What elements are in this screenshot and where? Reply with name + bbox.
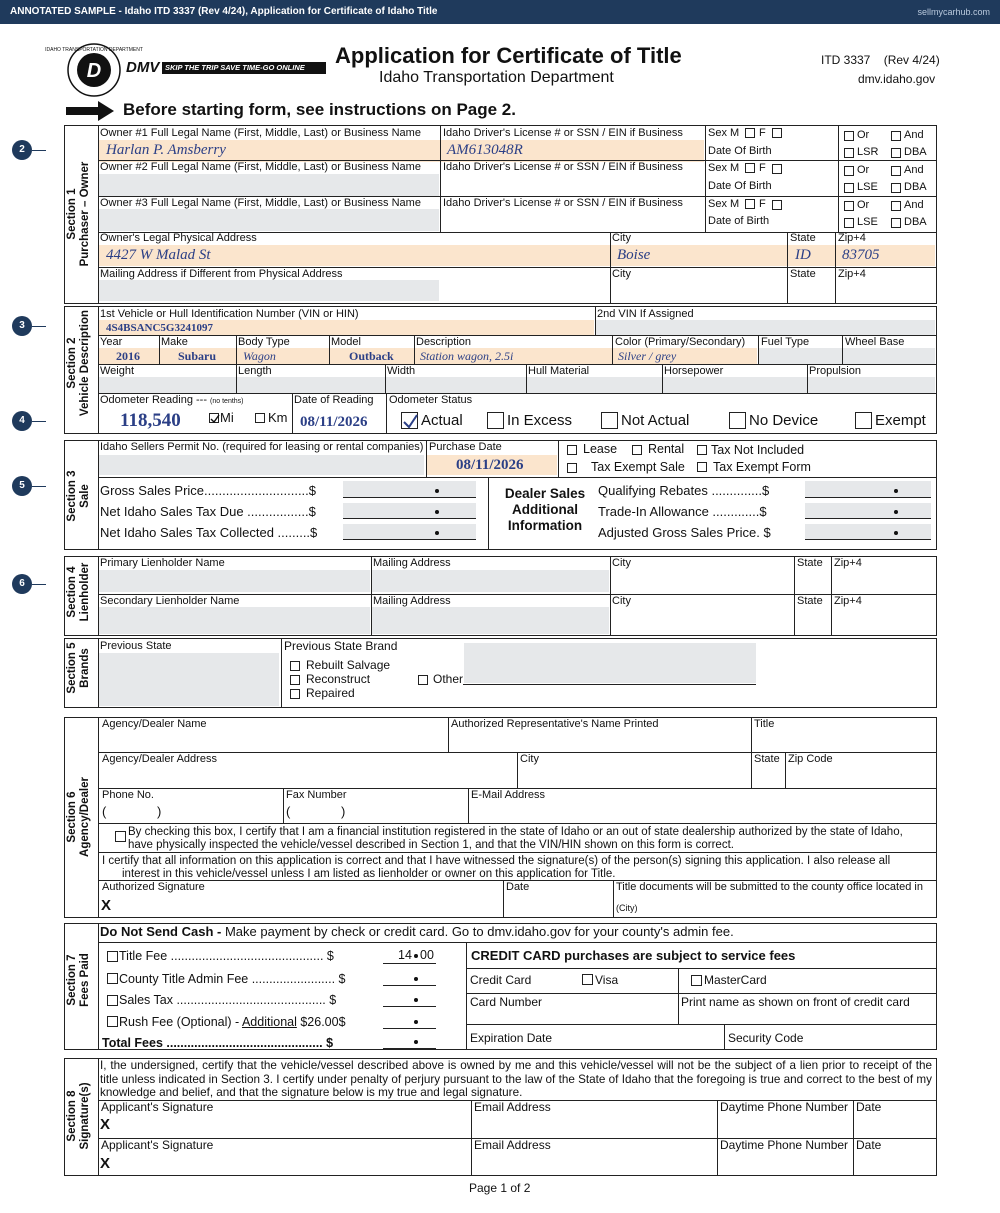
sales-tax-checkbox[interactable] [107,995,118,1006]
no-device-label: No Device [749,412,819,429]
primary-lienholder-label: Primary Lienholder Name [100,557,225,569]
card-number-label: Card Number [470,995,543,1009]
or-label: Or [857,129,870,141]
owner1-name-field[interactable]: Harlan P. Amsberry [106,142,226,158]
annotation-marker: 6 [12,574,32,594]
auth-signature-label: Authorized Signature [102,881,205,893]
owner3-label: Owner #3 Full Legal Name (First, Middle, Last) or Business Name [100,197,421,209]
dba-label: DBA [904,181,927,193]
city-paren-label: (City) [616,903,638,913]
or-label: Or [857,199,870,211]
city-label: City [612,232,631,244]
weight-label: Weight [100,365,135,377]
and-checkbox[interactable] [891,166,901,176]
phone-label: Phone No. [102,789,154,801]
sex-f-label: F [759,162,766,174]
expiration-label: Expiration Date [470,1031,553,1045]
date-reading-field[interactable]: 08/11/2026 [300,414,368,430]
or-checkbox[interactable] [844,166,854,176]
lease-label: Lease [583,442,618,456]
signature-x: X [100,1116,111,1133]
tax-not-included-label: Tax Not Included [711,443,805,457]
zip-label: Zip+4 [838,268,866,280]
or-label: Or [857,164,870,176]
repaired-label: Repaired [306,686,355,700]
body-label: Body Type [238,336,290,348]
dl-label: Idaho Driver's License # or SSN / EIN if Business [443,161,683,173]
sex-f-checkbox[interactable] [772,128,782,138]
certify-text: By checking this box, I certify that I am a financial institution registered in the state of Idaho or an out of state dealership authorized by the state of Idaho, [128,826,903,838]
city-field[interactable]: Boise [617,247,651,263]
dba-checkbox[interactable] [891,183,901,193]
year-field[interactable]: 2016 [116,349,140,363]
print-name-label: Print name as shown on front of credit card [681,995,910,1009]
zip-label: Zip+4 [834,557,862,569]
sex-f-checkbox[interactable] [772,200,782,210]
paren: ) [157,804,162,819]
dl-label: Idaho Driver's License # or SSN / EIN if Business [443,197,683,209]
paren: ( [102,804,107,819]
model-field[interactable]: Outback [349,349,394,363]
sex-label: Sex M [708,127,740,139]
make-field[interactable]: Subaru [178,349,217,363]
date-label: Date [506,881,530,893]
gross-label: Gross Sales Price.............................$ [100,483,317,498]
tax-exempt-form-checkbox[interactable] [697,462,707,472]
rebuilt-salvage-label: Rebuilt Salvage [306,658,391,672]
credit-card-heading: CREDIT CARD purchases are subject to service fees [471,948,796,963]
prev-state-label: Previous State [100,640,172,652]
sex-label: Sex M [708,162,740,174]
actual-checkbox[interactable] [401,412,418,429]
and-label: And [904,164,924,176]
tax-exempt-sale-checkbox[interactable] [567,463,577,473]
lease-checkbox[interactable] [567,445,577,455]
other-checkbox[interactable] [418,675,428,685]
email-label: Email Address [474,1138,551,1152]
sex-m-checkbox[interactable] [745,199,755,209]
security-code-label: Security Code [728,1031,804,1045]
trade-in-label: Trade-In Allowance .............$ [598,504,767,519]
form-website: dmv.idaho.gov [858,72,936,86]
hp-label: Horsepower [664,365,724,377]
secondary-lienholder-label: Secondary Lienholder Name [100,595,240,607]
not-actual-label: Not Actual [621,412,690,429]
desc-field[interactable]: Station wagon, 2.5i [420,349,514,363]
make-label: Make [161,336,188,348]
title-docs-label: Title documents will be submitted to the county office located in [616,881,923,893]
and-checkbox[interactable] [891,131,901,141]
witness-text: interest in this vehicle/vessel unless I am listed as lienholder or owner on this application for Title. [122,868,616,880]
mastercard-label: MasterCard [704,973,767,987]
phone-label: Daytime Phone Number [720,1138,849,1152]
annotation-marker: 5 [12,476,32,496]
tax-exempt-sale-label: Tax Exempt Sale [591,460,685,474]
title-fee-amount: 14 [398,948,412,962]
vin-field[interactable]: 4S4BSANC5G3241097 [106,322,213,334]
witness-text: I certify that all information on this application is correct and that I have witnessed the signature(s) of the person(s) signing this application. I also release all [102,855,891,867]
vin2-label: 2nd VIN If Assigned [597,308,694,320]
annotation-marker: 3 [12,316,32,336]
zip-field[interactable]: 83705 [842,247,880,263]
city-label: City [612,268,631,280]
credit-card-label: Credit Card [470,973,532,987]
visa-checkbox[interactable] [582,974,593,985]
form-subtitle: Idaho Transportation Department [379,69,614,86]
lsr-label: LSR [857,146,879,158]
mailing-label: Mailing Address [373,557,451,569]
body-field[interactable]: Wagon [243,349,276,363]
dba-checkbox[interactable] [891,218,901,228]
wheel-label: Wheel Base [845,336,905,348]
no-device-checkbox[interactable] [729,412,746,429]
section-6-label: Section 6 Agency/Dealer [66,777,91,857]
paren: ( [286,804,291,819]
email-label: Email Address [474,1100,551,1114]
sales-tax-label: Sales Tax ........................................... $ [119,993,337,1007]
other-label: Other [433,672,464,686]
lsr-checkbox[interactable] [844,148,854,158]
odo-status-label: Odometer Status [389,394,473,406]
banner-title: ANNOTATED SAMPLE - Idaho ITD 3337 (Rev 4/24), Application for Certificate of Idaho Title [10,6,438,17]
dba-checkbox[interactable] [891,148,901,158]
exempt-label: Exempt [875,412,926,429]
annotation-marker: 4 [12,411,32,431]
address-label: Owner's Legal Physical Address [100,232,257,244]
section-8-label: Section 8 Signature(s) [66,1082,91,1150]
sex-f-checkbox[interactable] [772,164,782,174]
dl-label: Idaho Driver's License # or SSN / EIN if Business [443,127,683,139]
certify-checkbox[interactable] [115,831,126,842]
annotation-marker: 2 [12,140,32,160]
length-label: Length [238,365,272,377]
dob-label: Date Of Birth [708,180,772,192]
mi-checkbox[interactable] [209,413,219,423]
mastercard-checkbox[interactable] [691,975,702,986]
adjusted-gross-label: Adjusted Gross Sales Price. $ [598,525,771,540]
title-fee-cents: 00 [420,948,434,962]
not-actual-checkbox[interactable] [601,412,618,429]
and-checkbox[interactable] [891,201,901,211]
dob-label: Date Of Birth [708,145,772,157]
state-label: State [790,232,816,244]
fuel-label: Fuel Type [761,336,810,348]
date-label: Date [856,1138,882,1152]
applicant-signature-label: Applicant's Signature [101,1138,214,1152]
applicant-signature-label: Applicant's Signature [101,1100,214,1114]
rush-fee-label: Rush Fee (Optional) - Additional $26.00$ [119,1015,346,1029]
km-label: Km [268,410,288,425]
title-fee-label: Title Fee ............................................ $ [119,949,334,963]
arrow-right-icon [66,101,116,121]
sex-m-checkbox[interactable] [745,163,755,173]
rental-checkbox[interactable] [632,445,642,455]
svg-text:D: D [86,60,102,82]
certify-text: have physically inspected the vehicle/vessel described in Section 1, and that the VIN/HIN shown on this form is correct. [128,839,734,851]
dba-label: DBA [904,216,927,228]
mi-label: Mi [220,410,234,425]
title-fee-checkbox[interactable] [107,951,118,962]
width-label: Width [387,365,416,377]
address-field[interactable]: 4427 W Malad St [106,247,211,263]
signature-x: X [100,1155,111,1172]
rep-name-label: Authorized Representative's Name Printed [451,718,659,730]
dob-label: Date of Birth [708,215,770,227]
form-title: Application for Certificate of Title [335,43,682,68]
page-number: Page 1 of 2 [469,1181,531,1195]
phone-label: Daytime Phone Number [720,1100,849,1114]
total-fees-label: Total Fees ............................................. $ [102,1036,334,1050]
in-excess-checkbox[interactable] [487,412,504,429]
prop-label: Propulsion [809,365,861,377]
payment-instruction: Do Not Send Cash - Make payment by check or credit card. Go to dmv.idaho.gov for your county's admin fee. [100,924,734,939]
desc-label: Description [416,336,472,348]
zip-label: Zip Code [788,753,833,765]
reconstruct-label: Reconstruct [306,672,371,686]
and-label: And [904,199,924,211]
owner1-label: Owner #1 Full Legal Name (First, Middle, Last) or Business Name [100,127,421,139]
color-label: Color (Primary/Secondary) [615,336,746,348]
paren: ) [341,804,346,819]
state-label: State [754,753,780,765]
city-label: City [520,753,539,765]
email-label: E-Mail Address [471,789,545,801]
repaired-checkbox[interactable] [290,689,300,699]
reconstruct-checkbox[interactable] [290,675,300,685]
qualifying-rebates-label: Qualifying Rebates ..............$ [598,483,770,498]
zip-label: Zip+4 [838,232,866,244]
city-label: City [612,595,631,607]
mailing-label: Mailing Address if Different from Physical Address [100,268,343,280]
section-1-label: Section 1 Purchaser – Owner [66,161,91,267]
rush-fee-checkbox[interactable] [107,1016,118,1027]
owner1-dl-field[interactable]: AM613048R [447,142,523,158]
tax-exempt-form-label: Tax Exempt Form [713,460,811,474]
section-2-label: Section 2 Vehicle Description [66,309,91,417]
lse-checkbox[interactable] [844,183,854,193]
idaho-seal-icon [45,42,143,98]
sex-label: Sex M [708,198,740,210]
excess-label: In Excess [507,412,573,429]
actual-label: Actual [421,412,463,429]
rebuilt-salvage-checkbox[interactable] [290,661,300,671]
owner2-label: Owner #2 Full Legal Name (First, Middle, Last) or Business Name [100,161,421,173]
sample-banner [0,0,1000,24]
section-4-label: Section 4 Lienholder [66,562,91,622]
date-label: Date [856,1100,882,1114]
sex-f-label: F [759,127,766,139]
state-label: State [790,268,816,280]
date-reading-label: Date of Reading [294,394,374,406]
agency-name-label: Agency/Dealer Name [102,718,207,730]
svg-text:IDAHO TRANSPORTATION DEPARTMEN: IDAHO TRANSPORTATION DEPARTMENT [45,47,143,53]
mailing-label: Mailing Address [373,595,451,607]
county-fee-checkbox[interactable] [107,973,118,984]
hull-label: Hull Material [528,365,590,377]
section-5-label: Section 5 Brands [66,642,91,694]
and-label: And [904,129,924,141]
lse-checkbox[interactable] [844,218,854,228]
rental-label: Rental [648,442,685,456]
city-label: City [612,557,631,569]
or-checkbox[interactable] [844,201,854,211]
prev-brand-label: Previous State Brand [284,639,398,653]
or-checkbox[interactable] [844,131,854,141]
tax-not-included-checkbox[interactable] [697,445,707,455]
odo-label: Odometer Reading --- (no tenths) [100,394,244,406]
year-label: Year [100,336,123,348]
model-label: Model [331,336,361,348]
net-collected-label: Net Idaho Sales Tax Collected .........$ [100,525,318,540]
section-3-label: Section 3 Sale [66,470,91,522]
instruction-text: Before starting form, see instructions on Page 2. [123,100,516,119]
agency-address-label: Agency/Dealer Address [102,753,217,765]
purchase-date-field[interactable]: 08/11/2026 [456,457,524,473]
state-field[interactable]: ID [795,247,811,263]
exempt-checkbox[interactable] [855,412,872,429]
km-checkbox[interactable] [255,413,265,423]
banner-site: sellmycarhub.com [917,7,990,17]
dealer-sales-info-label: Dealer Sales Additional Information [504,486,586,533]
zip-label: Zip+4 [834,595,862,607]
sex-f-label: F [759,198,766,210]
form-id: ITD 3337 (Rev 4/24) [821,53,940,67]
color-field[interactable]: Silver / grey [618,349,677,363]
lse-label: LSE [857,181,878,193]
net-due-label: Net Idaho Sales Tax Due .................$ [100,504,316,519]
state-label: State [797,557,823,569]
visa-label: Visa [595,973,619,987]
purchase-date-label: Purchase Date [429,441,502,453]
dba-label: DBA [904,146,927,158]
sex-m-checkbox[interactable] [745,128,755,138]
title-label: Title [754,718,775,730]
vin-label: 1st Vehicle or Hull Identification Number (VIN or HIN) [100,308,359,320]
state-label: State [797,595,823,607]
signature-x: X [101,897,112,914]
county-fee-label: County Title Admin Fee ........................ $ [119,972,346,986]
dmv-logo: DMV SKIP THE TRIP SAVE TIME-GO ONLINE [126,59,328,77]
permit-label: Idaho Sellers Permit No. (required for leasing or rental companies) [100,441,424,453]
lse-label: LSE [857,216,878,228]
section-7-label: Section 7 Fees Paid [66,953,91,1007]
fax-label: Fax Number [286,789,347,801]
odometer-field[interactable]: 118,540 [120,410,181,431]
applicant-certification: I, the undersigned, certify that the vehicle/vessel described above is owned by me and this vehicle/vessel will not be the subject of a lien prior to receipt of the title unless indicated in Section 3. I certify under penalty of perjury pursuant to the law of the State of Idaho that the foregoing is true and correct to the best of my knowledge and belief, and that the signature below is my true and legal signature. [100,1059,932,1099]
